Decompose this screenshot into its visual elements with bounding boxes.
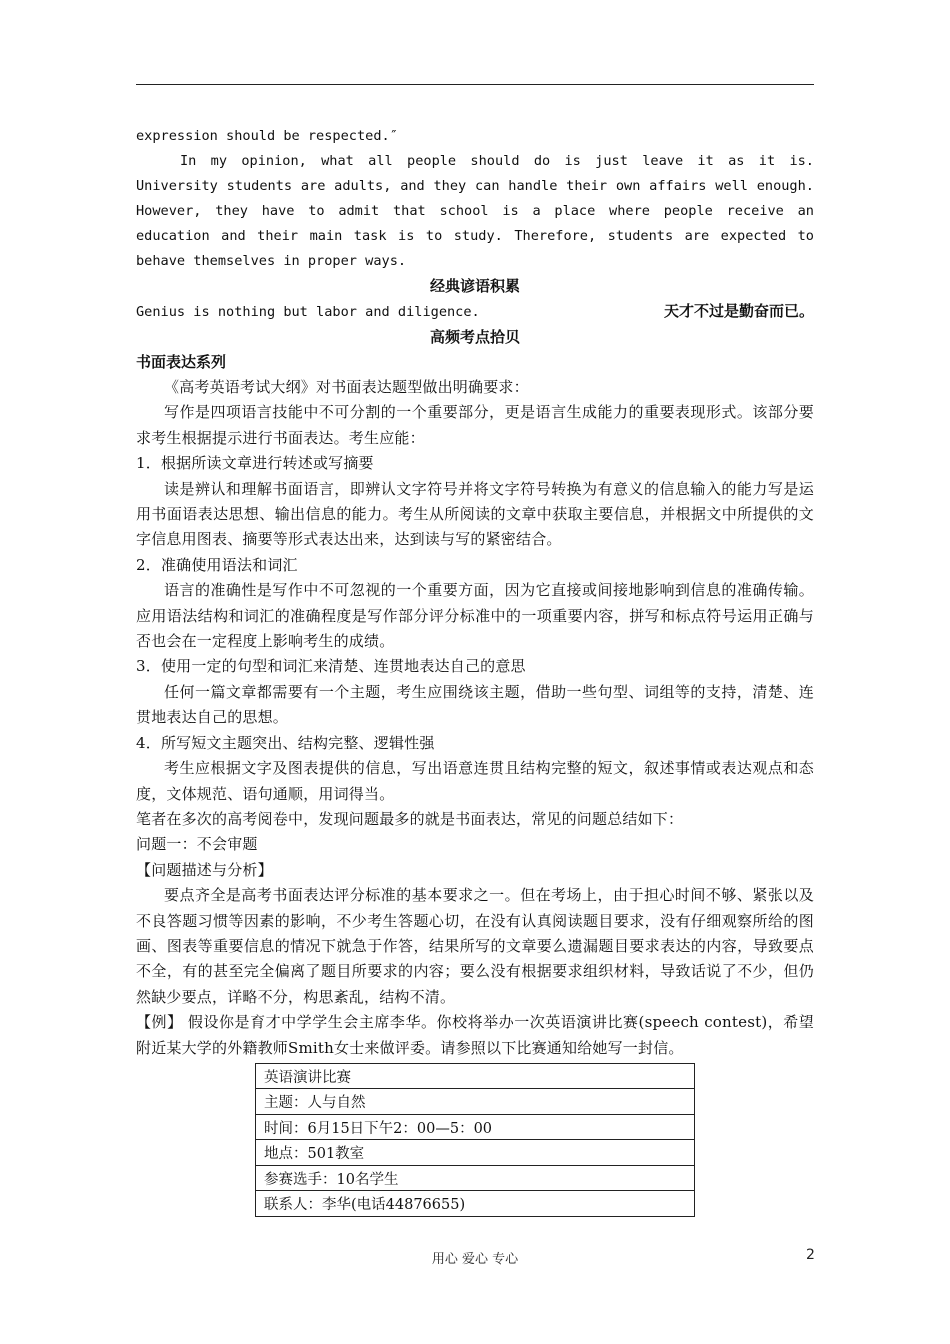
notice-time-cell: 时间：6月15日下午2：00—5：00 (256, 1114, 695, 1140)
english-passage-paragraph: In my opinion, what all people should do is just leave it as it is. University students are adults, and they can handle their own affairs well enough. However, they have to admit that school is a place where people receive an education and their main task is to study. Therefore, students are expected to behave themselves in proper ways. (136, 153, 814, 269)
document-page (136, 124, 814, 1217)
requirement-body-2: 语言的准确性是写作中不可忽视的一个重要方面，因为它直接或间接地影响到信息的准确传输。应用语法结构和词汇的准确程度是写作部分评分标准中的一项重要内容，拼写和标点符号运用正确与否也会在一定程度上影响考生的成绩。 (136, 581, 814, 651)
notice-title-cell: 英语演讲比赛 (256, 1063, 695, 1089)
requirement-heading-3: 3．使用一定的句型和词汇来清楚、连贯地表达自己的意思 (136, 657, 526, 676)
table-row (256, 1063, 695, 1089)
page-number: 2 (806, 1247, 815, 1263)
table-row (256, 1191, 695, 1217)
table-row (256, 1089, 695, 1115)
analysis-label: 【问题描述与分析】 (136, 860, 273, 879)
contest-notice-table (255, 1063, 695, 1217)
requirement-heading-2: 2．准确使用语法和词汇 (136, 555, 298, 574)
example-prompt: 【例】 假设你是育才中学学生会主席李华。你校将举办一次英语演讲比赛(speech contest)，希望附近某大学的外籍教师Smith女士来做评委。请参照以下比赛通知给她写一封信。 (136, 1013, 814, 1057)
notice-place-cell: 地点：501教室 (256, 1140, 695, 1166)
requirement-body-1: 读是辨认和理解书面语言，即辨认文字符号并将文字符号转换为有意义的信息输入的能力写是运用书面语表达思想、输出信息的能力。考生从所阅读的文章中获取主要信息，并根据文中所提供的文字信息用图表、摘要等形式表达出来，达到读与写的紧密结合。 (136, 479, 814, 549)
problem-title: 问题一：不会审题 (136, 835, 258, 854)
exam-section-title: 高频考点拾贝 (429, 328, 520, 346)
syllabus-intro: 《高考英语考试大纲》对书面表达题型做出明确要求： (164, 378, 529, 396)
proverb-section-title: 经典谚语积累 (429, 277, 520, 295)
analysis-body: 要点齐全是高考书面表达评分标准的基本要求之一。但在考场上，由于担心时间不够、紧张以及不良答题习惯等因素的影响，不少考生答题心切，在没有认真阅读题目要求，没有仔细观察所给的图画、图表等重要信息的情况下就急于作答，结果所写的文章要么遗漏题目要求表达的内容，导致要点不全，有的甚至完全偏离了题目所要求的内容；要么没有根据要求组织材料，导致话说了不少，但仍然缺少要点，详略不分，构思紊乱，结构不清。 (136, 886, 814, 1006)
header-rule (136, 84, 814, 85)
footer-motto: 用心 爱心 专心 (431, 1252, 519, 1267)
proverb-english: Genius is nothing but labor and diligence. (136, 304, 480, 320)
summary-line: 笔者在多次的高考阅卷中，发现问题最多的就是书面表达，常见的问题总结如下： (136, 809, 684, 828)
notice-theme-cell: 主题：人与自然 (256, 1089, 695, 1115)
syllabus-intro-2: 写作是四项语言技能中不可分割的一个重要部分，更是语言生成能力的重要表现形式。该部分要求考生根据提示进行书面表达。考生应能： (136, 403, 814, 447)
series-title: 书面表达系列 (136, 353, 227, 371)
table-row (256, 1165, 695, 1191)
table-row (256, 1114, 695, 1140)
requirement-body-4: 考生应根据文字及图表提供的信息，写出语意连贯且结构完整的短文，叙述事情或表达观点和态度，文体规范、语句通顺，用词得当。 (136, 759, 814, 803)
english-passage-tail: expression should be respected.″ (136, 128, 398, 144)
proverb-chinese: 天才不过是勤奋而已。 (663, 302, 814, 320)
proverb-line (136, 299, 814, 325)
table-row (256, 1140, 695, 1166)
notice-contact-cell: 联系人：李华(电话44876655) (256, 1191, 695, 1217)
notice-participants-cell: 参赛选手：10名学生 (256, 1165, 695, 1191)
requirement-body-3: 任何一篇文章都需要有一个主题，考生应围绕该主题，借助一些句型、词组等的支持，清楚、连贯地表达自己的思想。 (136, 682, 814, 727)
requirement-heading-1: 1．根据所读文章进行转述或写摘要 (136, 454, 374, 473)
requirement-heading-4: 4．所写短文主题突出、结构完整、逻辑性强 (136, 733, 435, 752)
